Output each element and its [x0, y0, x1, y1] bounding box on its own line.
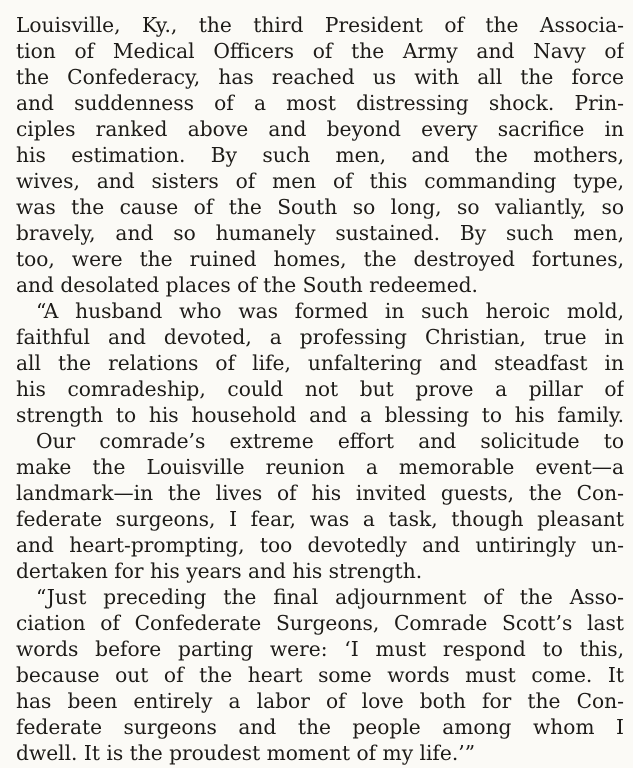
- text-line: ciples ranked above and beyond every sacrifice in: [16, 117, 624, 141]
- text-line: words before parting were: ‘I must respond to this,: [16, 637, 624, 661]
- text-line: wives, and sisters of men of this commanding type,: [16, 169, 624, 193]
- text-line: strength to his household and a blessing to his family.: [16, 403, 624, 427]
- text-line: too, were the ruined homes, the destroyed fortunes,: [16, 247, 624, 271]
- text-line: the Confederacy, has reached us with all the force: [16, 65, 624, 89]
- text-line: federate surgeons, I fear, was a task, though pleasant: [16, 507, 624, 531]
- text-line: make the Louisville reunion a memorable event—a: [16, 455, 624, 479]
- text-line: all the relations of life, unfaltering and steadfast in: [16, 351, 624, 375]
- text-line: bravely, and so humanely sustained. By such men,: [16, 221, 624, 245]
- text-line: and heart-prompting, too devotedly and untiringly un-: [16, 533, 624, 557]
- text-line: “Just preceding the final adjournment of the Asso-: [36, 585, 624, 609]
- text-line: Our comrade’s extreme effort and solicitude to: [36, 429, 624, 453]
- text-line: tion of Medical Officers of the Army and Navy of: [16, 39, 624, 63]
- text-line: was the cause of the South so long, so valiantly, so: [16, 195, 624, 219]
- text-line: because out of the heart some words must come. It: [16, 663, 624, 687]
- text-line: and suddenness of a most distressing shock. Prin-: [16, 91, 624, 115]
- text-line: landmark—in the lives of his invited guests, the Con-: [16, 481, 624, 505]
- text-line: “A husband who was formed in such heroic mold,: [36, 299, 624, 323]
- text-line: federate surgeons and the people among whom I: [16, 715, 624, 739]
- text-line: Louisville, Ky., the third President of the Associa-: [16, 13, 624, 37]
- document-page: [16, 0, 624, 766]
- text-line: his estimation. By such men, and the mothers,: [16, 143, 624, 167]
- text-line: dertaken for his years and his strength.: [16, 559, 423, 583]
- text-line: faithful and devoted, a professing Christian, true in: [16, 325, 624, 349]
- text-line: ciation of Confederate Surgeons, Comrade Scott’s last: [16, 611, 624, 635]
- text-line: his comradeship, could not but prove a pillar of: [16, 377, 624, 401]
- text-line: dwell. It is the proudest moment of my life.’”: [16, 741, 476, 765]
- text-line: and desolated places of the South redeemed.: [16, 273, 478, 297]
- text-line: has been entirely a labor of love both for the Con-: [16, 689, 624, 713]
